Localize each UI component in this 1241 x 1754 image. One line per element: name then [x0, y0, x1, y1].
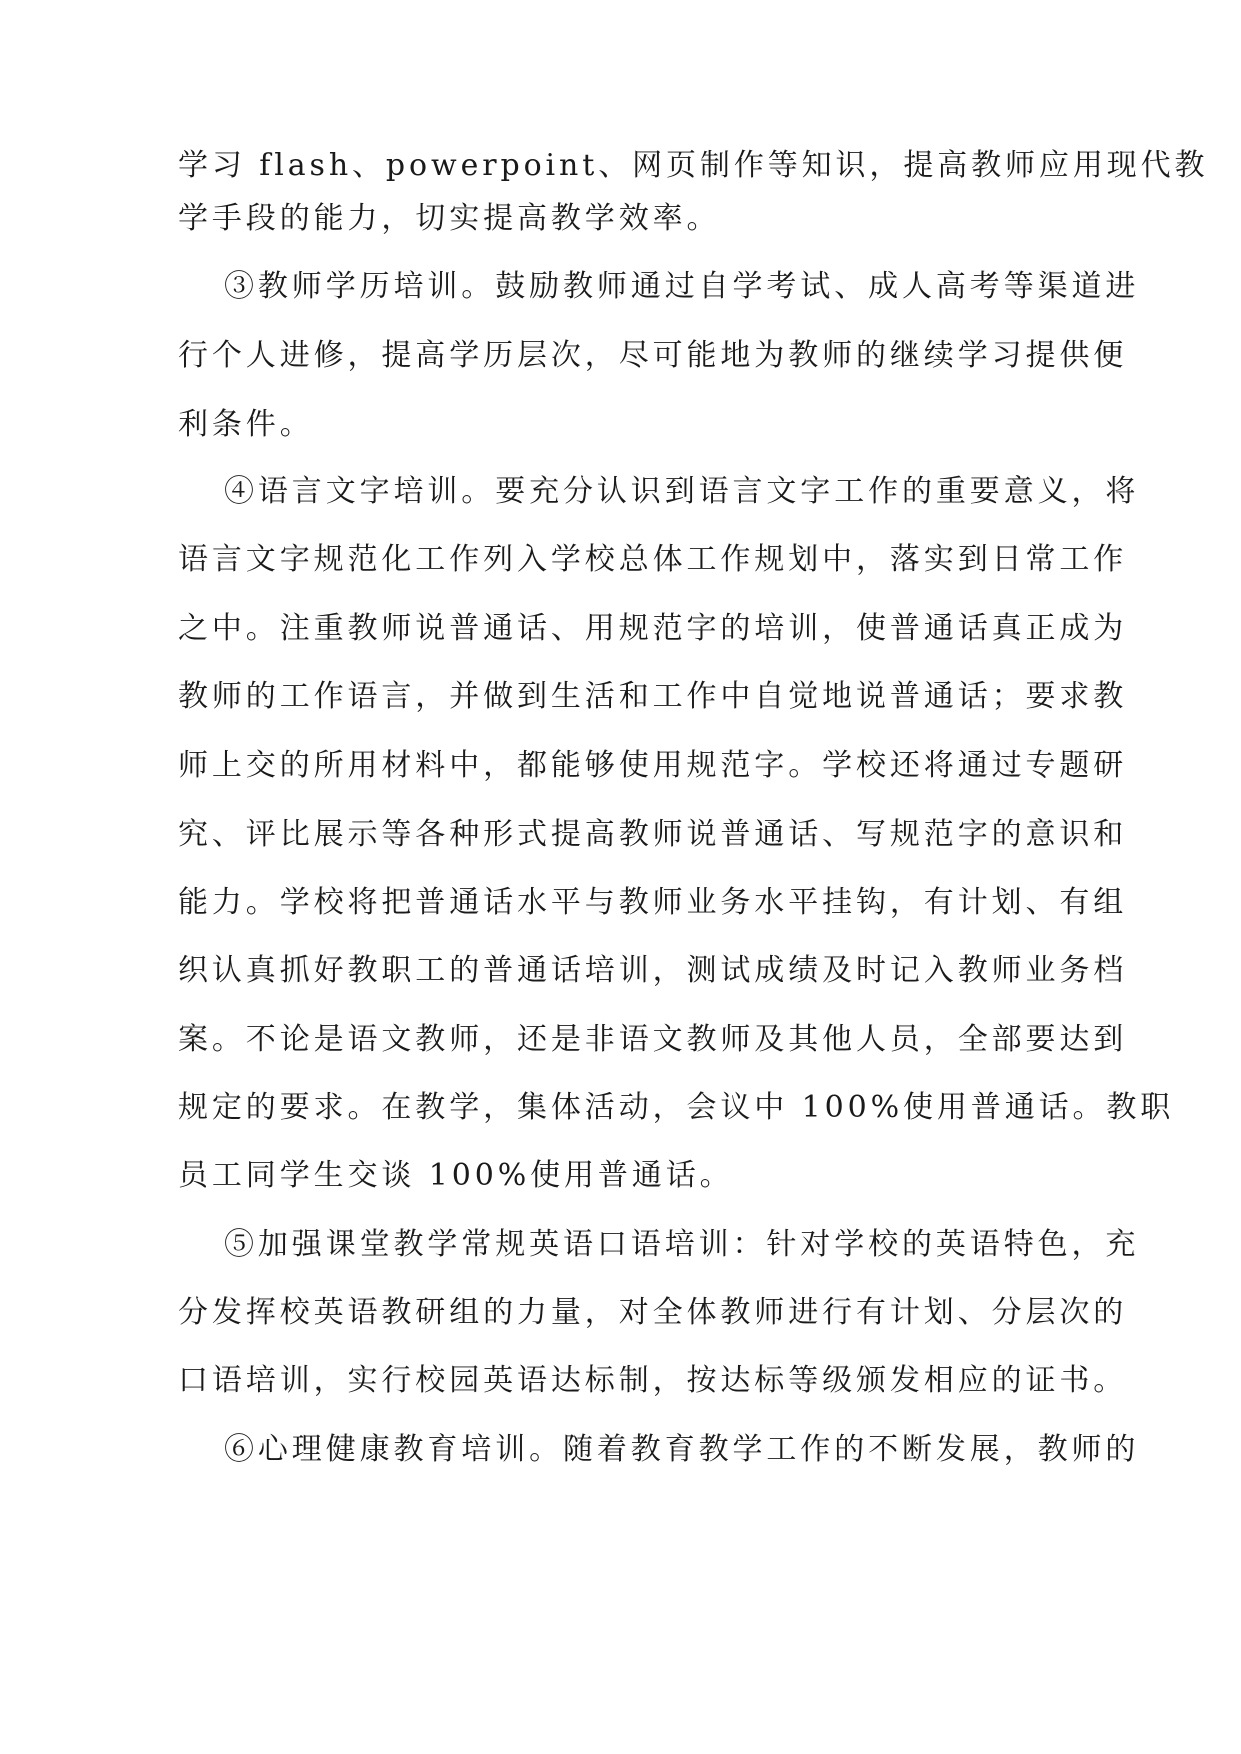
paragraph-4-start: ④语言文字培训。要充分认识到语言文字工作的重要意义，将	[224, 474, 1140, 509]
text-line: 之中。注重教师说普通话、用规范字的培训，使普通话真正成为	[178, 611, 1128, 646]
text-line: 织认真抓好教职工的普通话培训，测试成绩及时记入教师业务档	[178, 953, 1128, 988]
paragraph-3-start: ③教师学历培训。鼓励教师通过自学考试、成人高考等渠道进	[224, 269, 1140, 304]
text-line: 案。不论是语文教师，还是非语文教师及其他人员，全部要达到	[178, 1022, 1128, 1057]
text-line: 教师的工作语言，并做到生活和工作中自觉地说普通话；要求教	[178, 679, 1128, 714]
text-line: 行个人进修，提高学历层次，尽可能地为教师的继续学习提供便	[178, 338, 1128, 373]
paragraph-6-start: ⑥心理健康教育培训。随着教育教学工作的不断发展，教师的	[224, 1432, 1140, 1467]
text-line: 师上交的所用材料中，都能够使用规范字。学校还将通过专题研	[178, 748, 1128, 783]
text-line: 利条件。	[178, 407, 314, 442]
text-line: 语言文字规范化工作列入学校总体工作规划中，落实到日常工作	[178, 542, 1128, 577]
text-line: 规定的要求。在教学，集体活动，会议中 100%使用普通话。教职	[178, 1090, 1175, 1125]
text-line: 究、评比展示等各种形式提高教师说普通话、写规范字的意识和	[178, 817, 1128, 852]
text-line: 能力。学校将把普通话水平与教师业务水平挂钩，有计划、有组	[178, 885, 1128, 920]
text-line: 口语培训，实行校园英语达标制，按达标等级颁发相应的证书。	[178, 1363, 1128, 1398]
paragraph-5-start: ⑤加强课堂教学常规英语口语培训：针对学校的英语特色，充	[224, 1227, 1140, 1262]
text-line: 学习 flash、powerpoint、网页制作等知识，提高教师应用现代教	[178, 148, 1209, 183]
text-line: 员工同学生交谈 100%使用普通话。	[178, 1158, 734, 1193]
text-line: 学手段的能力，切实提高教学效率。	[178, 201, 721, 236]
text-line: 分发挥校英语教研组的力量，对全体教师进行有计划、分层次的	[178, 1295, 1128, 1330]
